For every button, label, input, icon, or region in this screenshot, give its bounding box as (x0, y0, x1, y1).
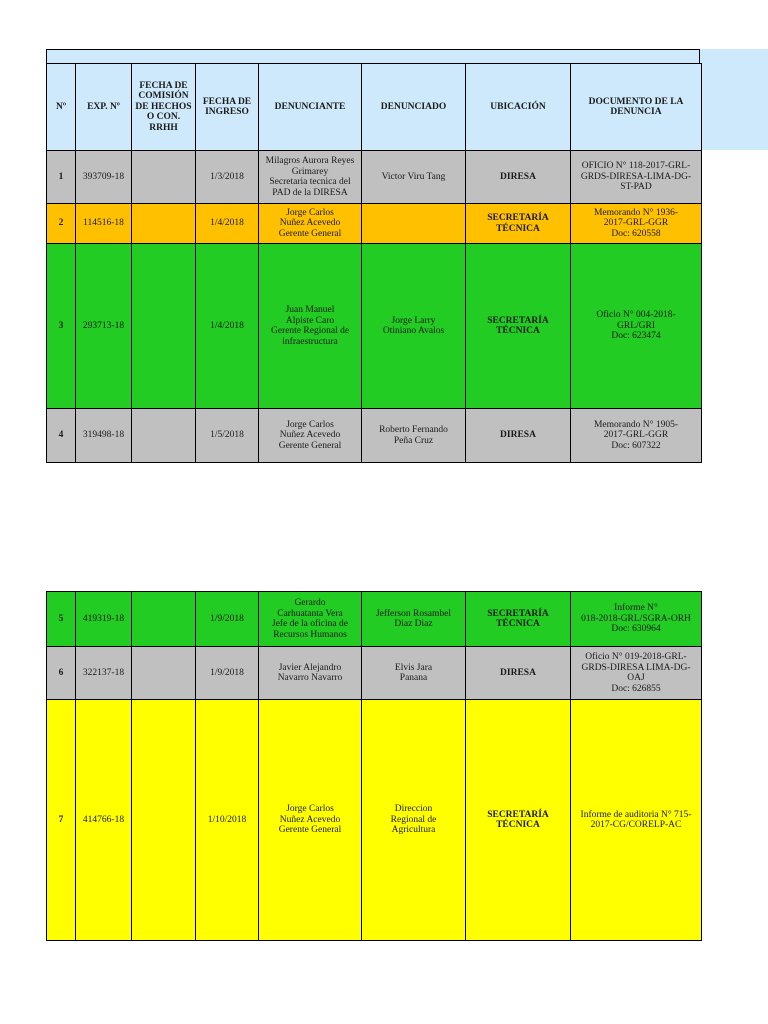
cell-exp: 293713-18 (76, 244, 132, 409)
cell-denunciado: Victor Viru Tang (362, 151, 466, 204)
cell-denunciante: Milagros Aurora Reyes Grimarey Secretaria tecnica del PAD de la DIRESA (259, 151, 362, 204)
header-fecha-comision: FECHA DE COMISIÓN DE HECHOS O CON. RRHH (132, 64, 196, 151)
cell-ubicacion: SECRETARÍA TÉCNICA (466, 592, 571, 647)
cell-denunciante: Juan Manuel Alpiste Caro Gerente Regional de infraestructura (259, 244, 362, 409)
cell-num: 3 (47, 244, 76, 409)
cell-fecha-ingreso: 1/4/2018 (196, 244, 259, 409)
cell-documento: Oficio N° 004-2018- GRL/GRI Doc: 623474 (571, 244, 702, 409)
cell-denunciado (362, 204, 466, 244)
cell-documento: Informe N° 018-2018-GRL/SGRA-ORH Doc: 630964 (571, 592, 702, 647)
cell-num: 5 (47, 592, 76, 647)
cell-ubicacion: DIRESA (466, 647, 571, 700)
cell-num: 4 (47, 409, 76, 463)
table-row (47, 151, 702, 204)
cell-exp: 393709-18 (76, 151, 132, 204)
header-denunciante: DENUNCIANTE (259, 64, 362, 151)
cell-denunciante: Javier Alejandro Navarro Navarro (259, 647, 362, 700)
cell-denunciado: Direccion Regional de Agricultura (362, 700, 466, 941)
cell-exp: 322137-18 (76, 647, 132, 700)
cell-fecha-ingreso: 1/10/2018 (196, 700, 259, 941)
header-exp: EXP. Nº (76, 64, 132, 151)
cell-documento: OFICIO N° 118-2017-GRL- GRDS-DIRESA-LIMA-DG- ST-PAD (571, 151, 702, 204)
cell-fecha-comision (132, 592, 196, 647)
cell-fecha-ingreso: 1/9/2018 (196, 647, 259, 700)
cell-exp: 114516-18 (76, 204, 132, 244)
cell-ubicacion: DIRESA (466, 409, 571, 463)
cell-ubicacion: SECRETARÍA TÉCNICA (466, 204, 571, 244)
cell-ubicacion: SECRETARÍA TÉCNICA (466, 244, 571, 409)
cell-fecha-ingreso: 1/9/2018 (196, 592, 259, 647)
cell-exp: 419319-18 (76, 592, 132, 647)
cell-denunciado: Roberto Fernando Peña Cruz (362, 409, 466, 463)
table-row (47, 700, 702, 941)
cell-documento: Informe de auditoria N° 715- 2017-CG/CORELP-AC (571, 700, 702, 941)
header-documento: DOCUMENTO DE LA DENUNCIA (571, 64, 702, 151)
cell-denunciante: Jorge Carlos Nuñez Acevedo Gerente General (259, 409, 362, 463)
table-row (47, 592, 702, 647)
complaints-table-top (46, 63, 702, 463)
cell-fecha-ingreso: 1/4/2018 (196, 204, 259, 244)
cell-ubicacion: SECRETARÍA TÉCNICA (466, 700, 571, 941)
header-ubicacion: UBICACIÓN (466, 64, 571, 151)
table-top-strip (46, 49, 700, 64)
cell-denunciado: Jorge Larry Otiniano Avalos (362, 244, 466, 409)
table-row (47, 204, 702, 244)
cell-ubicacion: DIRESA (466, 151, 571, 204)
header-side-fill (700, 49, 768, 150)
cell-fecha-ingreso: 1/3/2018 (196, 151, 259, 204)
cell-fecha-ingreso: 1/5/2018 (196, 409, 259, 463)
cell-num: 2 (47, 204, 76, 244)
cell-num: 6 (47, 647, 76, 700)
header-num: Nº (47, 64, 76, 151)
cell-denunciante: Jorge Carlos Nuñez Acevedo Gerente General (259, 204, 362, 244)
cell-fecha-comision (132, 204, 196, 244)
table-row (47, 409, 702, 463)
cell-documento: Memorando N° 1936- 2017-GRL-GGR Doc: 620558 (571, 204, 702, 244)
header-denunciado: DENUNCIADO (362, 64, 466, 151)
cell-exp: 414766-18 (76, 700, 132, 941)
header-fecha-ingreso: FECHA DE INGRESO (196, 64, 259, 151)
cell-documento: Memorando N° 1905- 2017-GRL-GGR Doc: 607322 (571, 409, 702, 463)
cell-fecha-comision (132, 700, 196, 941)
table-row (47, 647, 702, 700)
header-row (47, 64, 702, 151)
complaints-table-bottom (46, 591, 702, 941)
cell-num: 1 (47, 151, 76, 204)
cell-denunciante: Gerardo Carhuatanta Vera Jefe de la oficina de Recursos Humanos (259, 592, 362, 647)
table-row (47, 244, 702, 409)
cell-documento: Oficio N° 019-2018-GRL- GRDS-DIRESA LIMA-DG- OAJ Doc: 626855 (571, 647, 702, 700)
cell-denunciado: Elvis Jara Panana (362, 647, 466, 700)
cell-denunciante: Jorge Carlos Nuñez Acevedo Gerente General (259, 700, 362, 941)
cell-fecha-comision (132, 151, 196, 204)
cell-fecha-comision (132, 409, 196, 463)
cell-fecha-comision (132, 647, 196, 700)
cell-denunciado: Jefferson Rosambel Diaz Diaz (362, 592, 466, 647)
cell-num: 7 (47, 700, 76, 941)
cell-exp: 319498-18 (76, 409, 132, 463)
cell-fecha-comision (132, 244, 196, 409)
